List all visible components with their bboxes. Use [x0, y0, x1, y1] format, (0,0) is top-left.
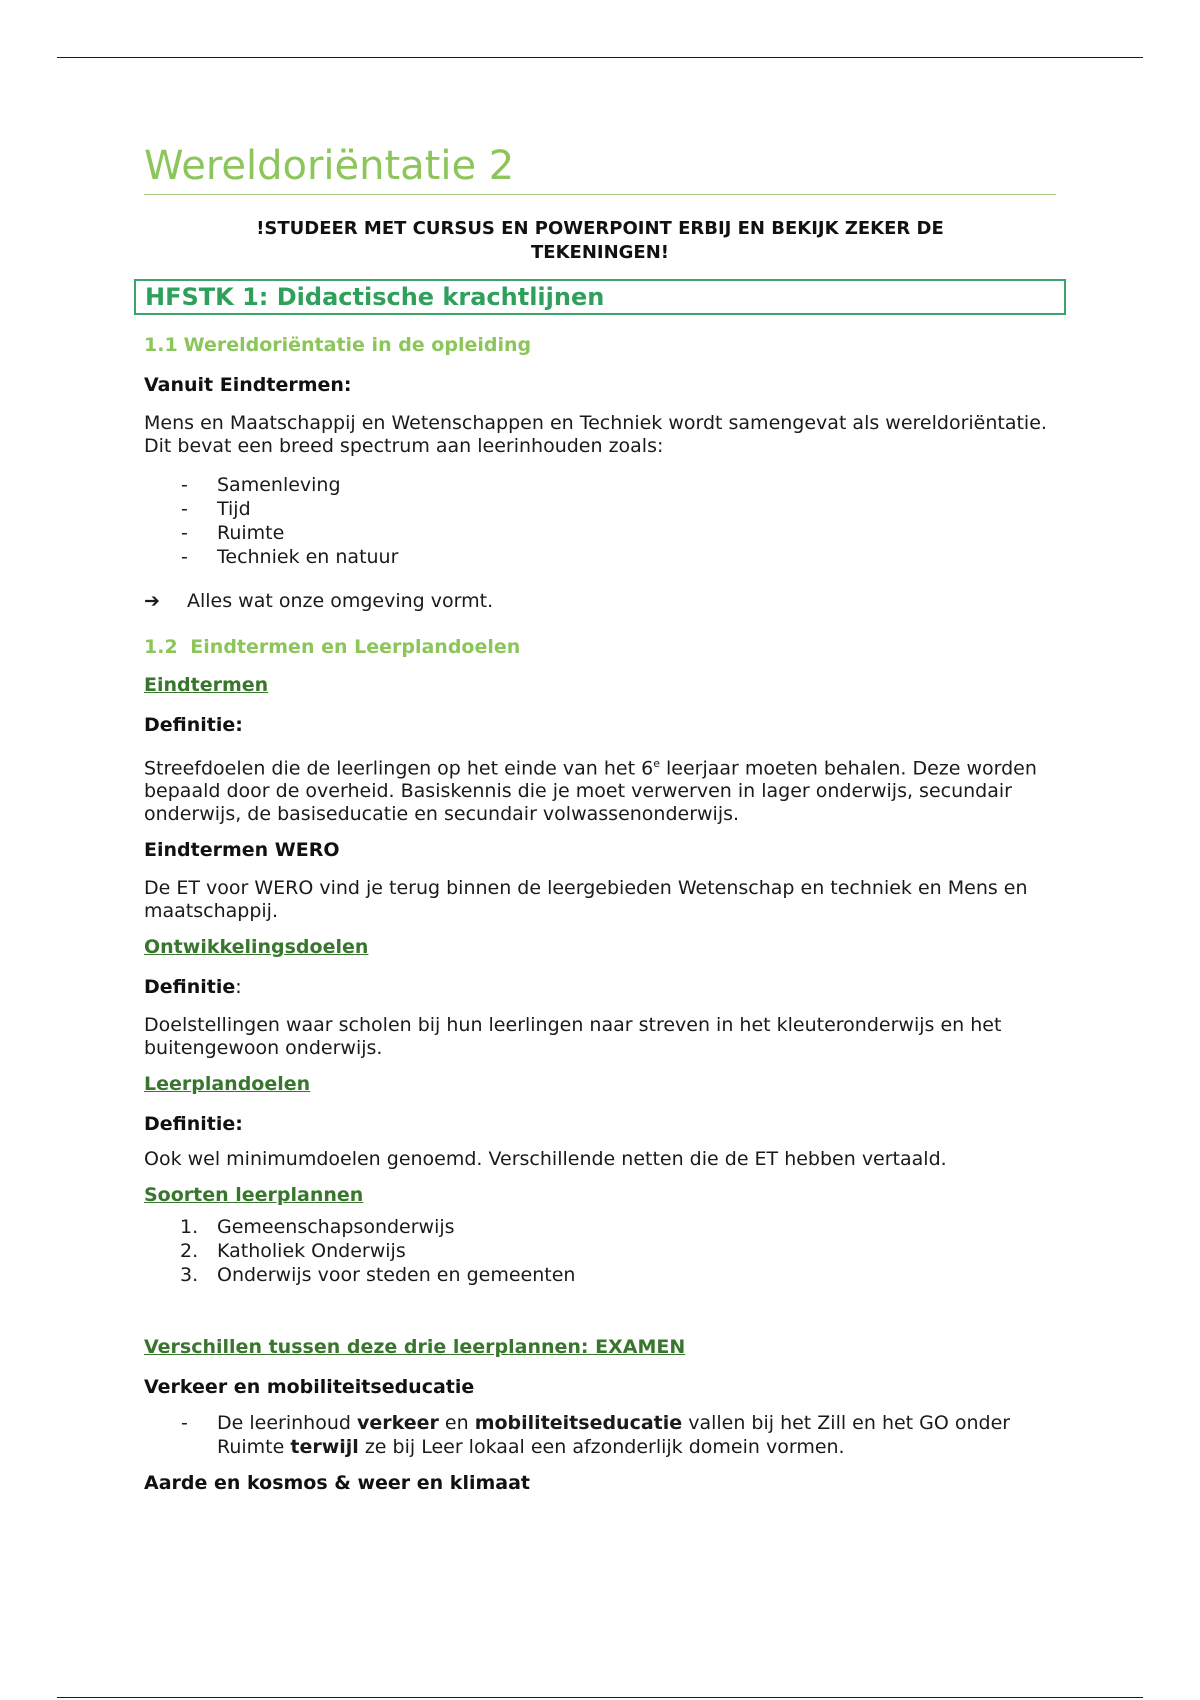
- list-item: [144, 1411, 1056, 1459]
- list-item-text: Ruimte: [217, 522, 285, 544]
- definition-colon: :: [235, 976, 242, 999]
- eindtermen-heading: Eindtermen: [144, 674, 269, 696]
- ontwikkelingsdoelen-definition: Doelstellingen waar scholen bij hun leerlingen naar streven in het kleuteronderwijs en het buitengewoon onderwijs.: [144, 1014, 1002, 1060]
- leerplandoelen-heading: Leerplandoelen: [144, 1073, 311, 1096]
- soorten-leerplannen-heading: Soorten leerplannen: [144, 1184, 364, 1207]
- leerplandoelen-definition: Ook wel minimumdoelen genoemd. Verschillende netten die de ET hebben vertaald.: [144, 1148, 947, 1171]
- dash-bullet: -: [181, 1412, 188, 1435]
- list-item-text: Techniek en natuur: [217, 546, 399, 568]
- eindtermen-source-label: Vanuit Eindtermen:: [144, 374, 352, 396]
- list-item-text: Samenleving: [217, 474, 341, 496]
- ontwikkelingsdoelen-heading: Ontwikkelingsdoelen: [144, 936, 369, 959]
- document-page: [144, 140, 1056, 1495]
- dash-bullet: -: [181, 522, 188, 544]
- eindtermen-wero-text: De ET voor WERO vind je terug binnen de leergebieden Wetenschap en techniek en Mens en maatschappij.: [144, 877, 1028, 923]
- definition-text-start: Streefdoelen die de leerlingen op het einde van het 6: [144, 757, 654, 780]
- definition-label: [144, 975, 1056, 999]
- definition-label-text: Definitie: [144, 976, 236, 999]
- list-item-text: Gemeenschapsonderwijs: [217, 1216, 455, 1239]
- list-item: [144, 497, 1056, 521]
- list-item: [144, 1215, 1056, 1239]
- text-run: vallen bij het Zill en het GO onder Ruimte: [217, 1412, 1011, 1459]
- arrow-right-icon: ➔: [144, 590, 160, 612]
- verkeer-label: Verkeer en mobiliteitseducatie: [144, 1376, 475, 1399]
- bold-run: terwijl: [290, 1436, 359, 1459]
- list-item: [144, 521, 1056, 545]
- section-1-1-heading: [144, 333, 1056, 357]
- bold-run: verkeer: [356, 1412, 439, 1435]
- eindtermen-definition: [144, 752, 1056, 826]
- dash-bullet: -: [181, 474, 188, 496]
- section-title: Eindtermen en Leerplandoelen: [190, 636, 521, 658]
- list-item-text: Katholiek Onderwijs: [217, 1240, 406, 1263]
- ordinal-superscript: e: [653, 757, 660, 770]
- text-run: De leerinhoud: [217, 1412, 357, 1435]
- bold-run: mobiliteitseducatie: [474, 1412, 683, 1435]
- section-number: 1.2: [144, 636, 178, 658]
- intro-paragraph: Mens en Maatschappij en Wetenschappen en Techniek wordt samengevat als wereldoriëntatie. Dit bevat een breed spectrum aan leerinhouden zoals:: [144, 412, 1047, 457]
- list-number: 1.: [180, 1216, 199, 1239]
- section-title: Wereldoriëntatie in de opleiding: [183, 334, 532, 356]
- list-number: 2.: [180, 1240, 199, 1263]
- definition-text-end: leerjaar moeten behalen. Deze worden bepaald door de overheid. Basiskennis die je moet verwerven in lager onderwijs, secundair onderwijs, de basiseducatie en secundair volwassenonderwijs.: [144, 757, 1037, 826]
- page-bottom-rule: [57, 1697, 1143, 1698]
- section-1-2-heading: [144, 635, 1056, 659]
- definition-label: Definitie:: [144, 714, 243, 736]
- text-run: ze bij Leer lokaal een afzonderlijk domein vormen.: [358, 1436, 845, 1459]
- dash-bullet: -: [181, 498, 188, 520]
- section-number: 1.1: [144, 334, 178, 356]
- definition-label: Definitie:: [144, 1113, 243, 1136]
- dash-bullet: -: [181, 546, 188, 568]
- document-title: Wereldoriëntatie 2: [144, 140, 1056, 195]
- spacer: [144, 1287, 1056, 1321]
- content-list: [144, 473, 1056, 569]
- conclusion-line: [144, 589, 1056, 613]
- aarde-label: Aarde en kosmos & weer en klimaat: [144, 1472, 530, 1495]
- chapter-heading: HFSTK 1: Didactische krachtlijnen: [134, 279, 1066, 315]
- study-note: !STUDEER MET CURSUS EN POWERPOINT ERBIJ EN BEKIJK ZEKER DE TEKENINGEN!: [256, 218, 944, 263]
- list-item-text: Onderwijs voor steden en gemeenten: [217, 1264, 576, 1287]
- eindtermen-wero-label: Eindtermen WERO: [144, 839, 340, 862]
- list-number: 3.: [180, 1264, 199, 1287]
- list-item: [144, 1239, 1056, 1263]
- verschillen-heading: Verschillen tussen deze drie leerplannen: EXAMEN: [144, 1336, 686, 1359]
- list-item-text: Tijd: [217, 498, 251, 520]
- list-item: [144, 545, 1056, 569]
- text-run: en: [438, 1412, 475, 1435]
- list-item: [144, 1263, 1056, 1287]
- page-top-rule: [57, 57, 1143, 58]
- list-item: [144, 473, 1056, 497]
- conclusion-text: Alles wat onze omgeving vormt.: [187, 590, 494, 612]
- leerplannen-list: [144, 1215, 1056, 1287]
- verkeer-list: [144, 1411, 1056, 1459]
